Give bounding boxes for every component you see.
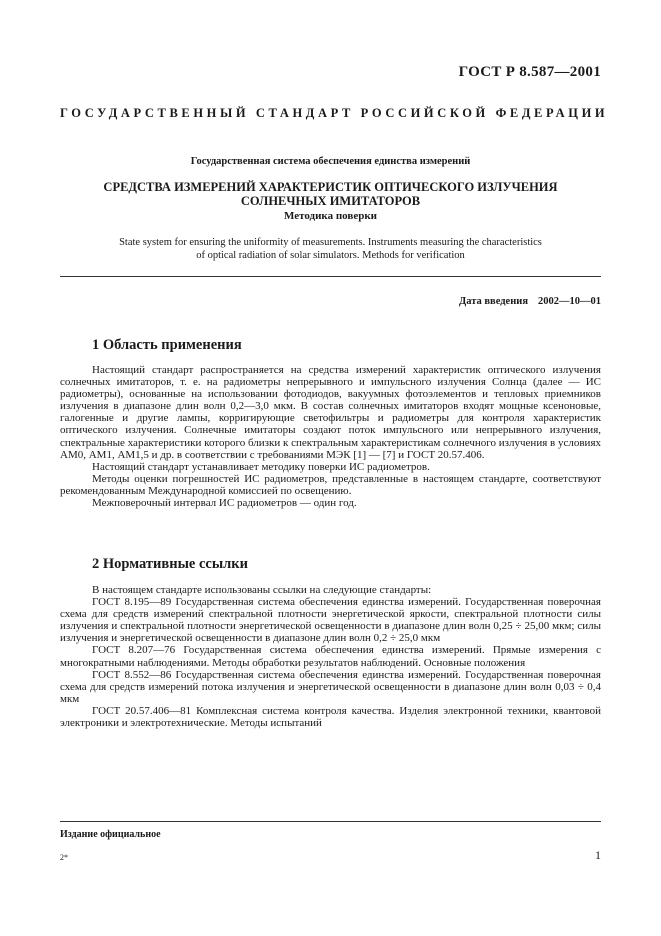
section-1-paragraph: Межповерочный интервал ИС радиометров — один год. bbox=[92, 497, 357, 510]
english-title bbox=[80, 236, 581, 262]
section-1-heading: 1 Область применения bbox=[92, 337, 242, 353]
system-title: Государственная система обеспечения единства измерений bbox=[190, 156, 471, 167]
section-2-heading: 2 Нормативные ссылки bbox=[92, 556, 248, 572]
page-number: 1 bbox=[595, 848, 601, 862]
intro-date-label: Дата введения bbox=[459, 296, 528, 307]
main-title-line-1: СРЕДСТВА ИЗМЕРЕНИЙ ХАРАКТЕРИСТИК ОПТИЧЕСКОГО ИЗЛУЧЕНИЯ bbox=[103, 180, 558, 194]
state-standard-heading: ГОСУДАРСТВЕННЫЙ СТАНДАРТ РОССИЙСКОЙ ФЕДЕРАЦИИ bbox=[60, 106, 609, 120]
section-1-body bbox=[60, 364, 601, 509]
intro-date bbox=[459, 296, 601, 307]
section-1-paragraph: Методы оценки погрешностей ИС радиометров, представленные в настоящем стандарте, соответствуют рекомендованным Международной комиссией по освещению. bbox=[60, 472, 601, 497]
intro-date-value: 2002—10—01 bbox=[538, 296, 601, 307]
section-1-paragraph: Настоящий стандарт устанавливает методику поверки ИС радиометров. bbox=[92, 460, 430, 473]
main-title-line-2: СОЛНЕЧНЫХ ИМИТАТОРОВ bbox=[240, 194, 421, 208]
method-title: Методика поверки bbox=[283, 210, 378, 222]
section-2-paragraph: В настоящем стандарте использованы ссылки на следующие стандарты: bbox=[92, 584, 432, 596]
gost-number: ГОСТ Р 8.587—2001 bbox=[458, 64, 601, 80]
english-title-line-2: of optical radiation of solar simulators. Methods for verification bbox=[196, 250, 465, 261]
divider-bottom bbox=[60, 821, 601, 822]
section-2-body bbox=[60, 584, 601, 729]
reference-item: ГОСТ 8.207—76 Государственная система обеспечения единства измерений. Прямые измерения с многократными наблюдениями. Методы обработки результатов наблюдений. Основные положения bbox=[60, 644, 601, 669]
main-title bbox=[60, 180, 601, 208]
footer-mark: 2* bbox=[60, 853, 68, 862]
divider-top bbox=[60, 276, 601, 277]
reference-item: ГОСТ 20.57.406—81 Комплексная система контроля качества. Изделия электронной техники, квантовой электроники и электротехнические. Методы испытаний bbox=[60, 704, 601, 730]
reference-item: ГОСТ 8.552—86 Государственная система обеспечения единства измерений. Государственная поверочная схема для средств измерений потока излучения и энергетической освещенности в диапазоне длин волн 0,03 ÷ 0,4 мкм bbox=[60, 668, 601, 705]
edition-label: Издание официальное bbox=[60, 829, 161, 840]
english-title-line-1: State system for ensuring the uniformity of measurements. Instruments measuring the characteristics bbox=[119, 237, 542, 248]
section-1-paragraph: Настоящий стандарт распространяется на средства измерений характеристик оптического излучения солнечных имитаторов, т. е. на радиометры непрерывного и импульсного излучения Солнца (далее — ИС радиометры), основанные на использовании фотодиодов, вакуумных фотоэлементов и тепловых приемников излучения в диапазоне длин волн 0,2—3,0 мкм. В состав солнечных имитаторов входят мощные ксеноновые, галогенные и другие лампы, корригирующие светофильтры и радиометры для контроля характеристик оптического излучения. Солнечные имитаторы создают поток импульсного или непрерывного излучения, спектральные характеристики которого близки к спектральным характеристикам солнечного излучения в условиях АМ0, АМ1, АМ1,5 и др. в соответствии с требованиями МЭК [1] — [7] и ГОСТ 20.57.406. bbox=[60, 364, 601, 461]
reference-item: ГОСТ 8.195—89 Государственная система обеспечения единства измерений. Государственная поверочная схема для средств измерений спектральной плотности энергетической яркости, спектральной плотности силы излучения и спектральной плотности энергетической освещенности в диапазоне длин волн 0,25 ÷ 25,00 мкм; силы излучения и энергетической освещенности в диапазоне длин волн 0,2 ÷ 25,0 мкм bbox=[60, 596, 601, 645]
